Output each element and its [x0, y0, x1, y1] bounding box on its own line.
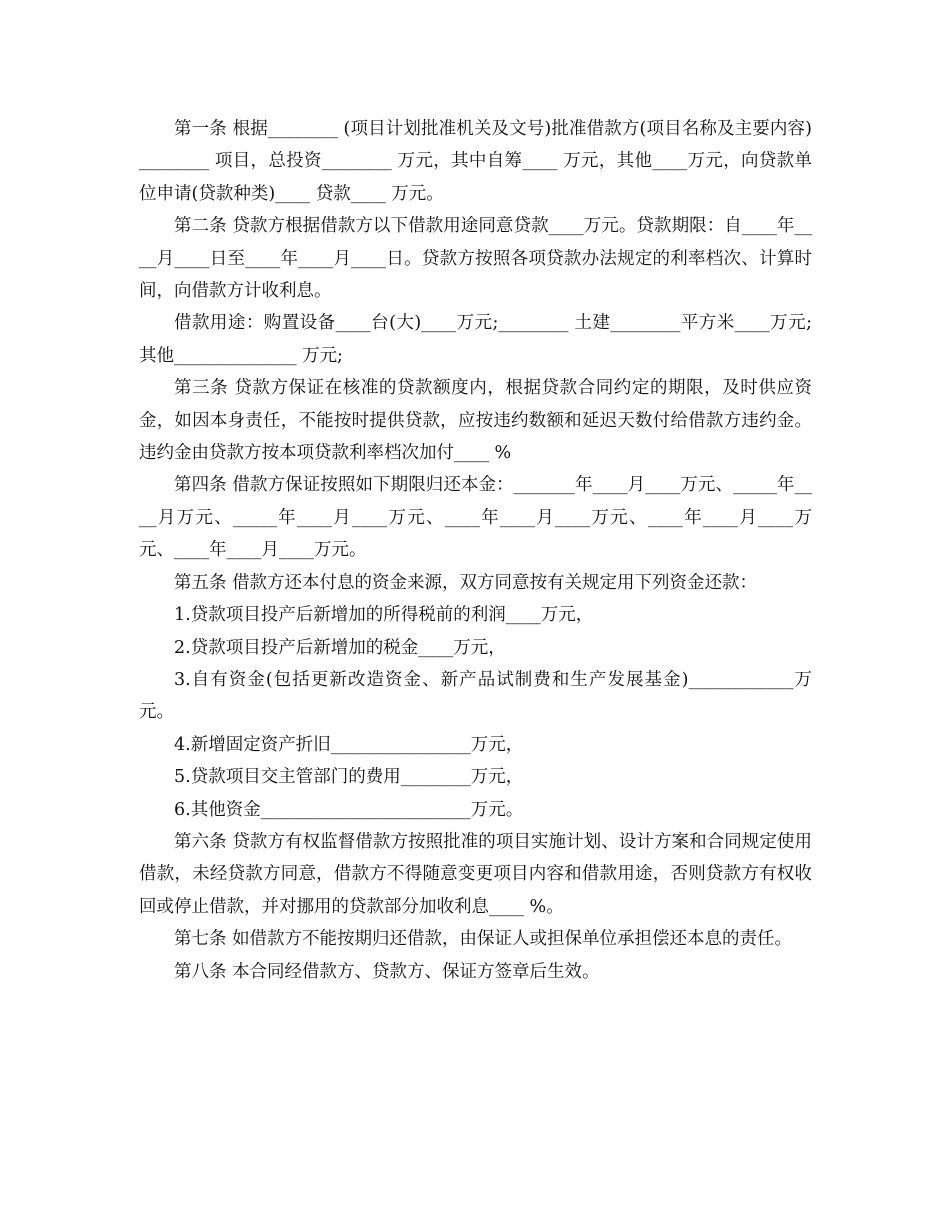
article-8-paragraph: 第八条 本合同经借款方、贷款方、保证方签章后生效。 [174, 961, 600, 982]
article-6-paragraph: 第六条 贷款方有权监督借款方按照批准的项目实施计划、设计方案和合同规定使用借款，未经贷款方同意，借款方不得随意变更项目内容和借款用途，否则贷款方有权收回或停止借款，并对挪用的贷款部分加收利息____ %。 [139, 831, 812, 917]
repayment-source-item-6: 6.其他资金________________________万元。 [174, 799, 524, 820]
repayment-source-item-3: 3.自有资金(包括更新改造资金、新产品试制费和生产发展基金)____________万元。 [139, 669, 812, 723]
article-3-paragraph: 第三条 贷款方保证在核准的贷款额度内，根据贷款合同约定的期限，及时供应资金，如因本身责任，不能按时提供贷款，应按违约数额和延迟天数付给借款方违约金。违约金由贷款方按本项贷款利率档次加付____ % [139, 378, 812, 464]
article-7-paragraph: 第七条 如借款方不能按期归还借款，由保证人或担保单位承担偿还本息的责任。 [174, 929, 793, 950]
loan-purpose-paragraph: 借款用途：购置设备____台(大)____万元;________ 土建________平方米____万元;其他______________ 万元; [139, 313, 812, 366]
article-4-paragraph: 第四条 借款方保证按照如下期限归还本金：_______年____月____万元、_____年____月万元、_____年____月____万元、____年____月____万元、____年____月____万元、____年____月____万元。 [139, 475, 812, 561]
article-2-paragraph: 第二条 贷款方根据借款方以下借款用途同意贷款____万元。贷款期限：自____年____月____日至____年____月____日。贷款方按照各项贷款办法规定的利率档次、计算时间，向借款方计收利息。 [139, 216, 812, 302]
repayment-source-item-1: 1.贷款项目投产后新增加的所得税前的利润____万元， [174, 605, 594, 626]
repayment-source-item-5: 5.贷款项目交主管部门的费用________万元， [174, 767, 524, 788]
article-1-paragraph: 第一条 根据________ (项目计划批准机关及文号)批准借款方(项目名称及主要内容)________ 项目，总投资________ 万元，其中自筹____ 万元，其他____万元，向贷款单位申请(贷款种类)____ 贷款____ 万元。 [139, 119, 812, 204]
repayment-source-item-2: 2.贷款项目投产后新增加的税金____万元， [174, 637, 506, 658]
contract-page [139, 113, 812, 988]
repayment-source-item-4: 4.新增固定资产折旧________________万元， [174, 734, 524, 755]
article-5-paragraph: 第五条 借款方还本付息的资金来源，双方同意按有关规定用下列资金还款： [174, 572, 758, 593]
